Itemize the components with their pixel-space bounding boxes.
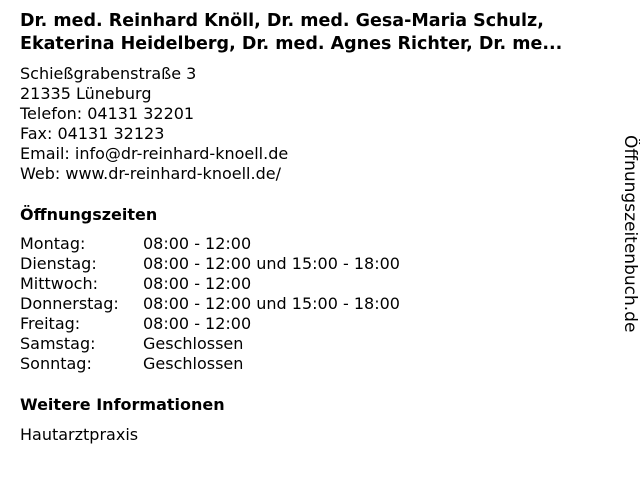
fax-number: Fax: 04131 32123	[20, 124, 165, 143]
website-address: Web: www.dr-reinhard-knoell.de/	[20, 164, 281, 183]
further-info-heading: Weitere Informationen	[20, 395, 225, 414]
brand-watermark: Öffnungszeitenbuch.de	[620, 135, 640, 333]
day-label: Mittwoch:	[20, 274, 98, 293]
practice-title-line-1: Dr. med. Reinhard Knöll, Dr. med. Gesa-Maria Schulz,	[20, 11, 544, 31]
day-label: Freitag:	[20, 314, 81, 333]
time-value: 08:00 - 12:00	[143, 314, 252, 333]
day-label: Dienstag:	[20, 254, 97, 273]
practice-title-line-2: Ekaterina Heidelberg, Dr. med. Agnes Richter, Dr. me...	[20, 34, 563, 54]
day-label: Sonntag:	[20, 354, 92, 373]
opening-hours-heading: Öffnungszeiten	[20, 205, 158, 224]
city-address: 21335 Lüneburg	[20, 84, 152, 103]
time-value: 08:00 - 12:00 und 15:00 - 18:00	[143, 294, 400, 313]
street-address: Schießgrabenstraße 3	[20, 64, 197, 83]
time-value: 08:00 - 12:00	[143, 234, 252, 253]
day-label: Donnerstag:	[20, 294, 119, 313]
time-value: 08:00 - 12:00	[143, 274, 252, 293]
day-label: Montag:	[20, 234, 86, 253]
time-value: Geschlossen	[143, 334, 244, 353]
email-address: Email: info@dr-reinhard-knoell.de	[20, 144, 289, 163]
practice-type: Hautarztpraxis	[20, 425, 139, 444]
phone-number: Telefon: 04131 32201	[20, 104, 195, 123]
practice-title	[20, 10, 640, 56]
day-label: Samstag:	[20, 334, 96, 353]
time-value: Geschlossen	[143, 354, 244, 373]
contact-block	[20, 64, 288, 184]
time-value: 08:00 - 12:00 und 15:00 - 18:00	[143, 254, 400, 273]
